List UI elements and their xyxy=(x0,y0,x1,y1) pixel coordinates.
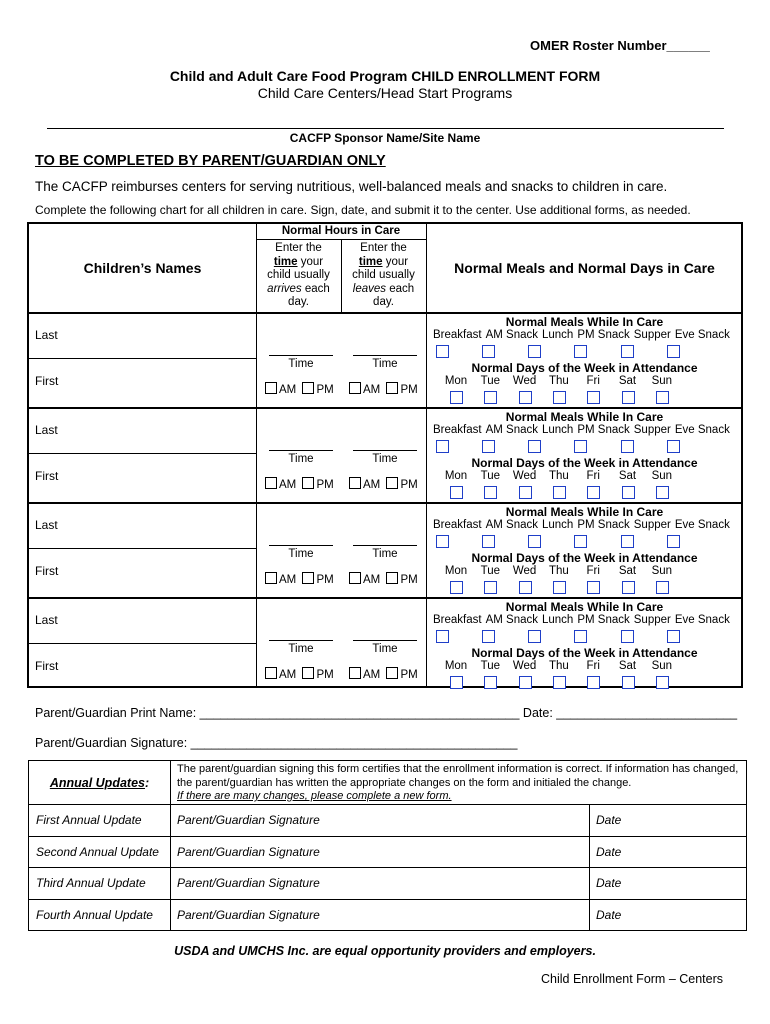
meal-checkbox-pm-snack[interactable] xyxy=(574,345,587,358)
meal-checkbox-lunch[interactable] xyxy=(528,440,541,453)
day-label-fri: Fri xyxy=(586,660,600,672)
pm-checkbox[interactable] xyxy=(302,572,314,584)
leave-ampm: AM PM xyxy=(349,572,418,586)
leave-time-line[interactable] xyxy=(353,355,417,356)
meal-checkbox-eve-snack[interactable] xyxy=(667,630,680,643)
meal-checkbox-am-snack[interactable] xyxy=(482,345,495,358)
meal-labels: Breakfast AM Snack Lunch PM Snack Supper Eve Snack xyxy=(433,614,730,626)
am-checkbox[interactable] xyxy=(265,477,277,489)
leave-time-line[interactable] xyxy=(353,450,417,451)
day-label-tue: Tue xyxy=(480,660,500,672)
meal-checkbox-breakfast[interactable] xyxy=(436,345,449,358)
day-checkbox-fri[interactable] xyxy=(587,391,600,404)
day-label-thu: Thu xyxy=(548,470,569,482)
day-checkbox-wed[interactable] xyxy=(519,676,532,689)
update-label: First Annual Update xyxy=(36,813,142,827)
pm-checkbox[interactable] xyxy=(386,382,398,394)
day-checkbox-wed[interactable] xyxy=(519,581,532,594)
arrive-ampm: AM PM xyxy=(265,382,334,396)
update-signature-field[interactable]: Parent/Guardian Signature xyxy=(177,908,320,922)
day-checkbox-sat[interactable] xyxy=(622,486,635,499)
pm-checkbox[interactable] xyxy=(302,477,314,489)
day-checkbox-sun[interactable] xyxy=(656,676,669,689)
meal-labels: Breakfast AM Snack Lunch PM Snack Supper Eve Snack xyxy=(433,424,730,436)
day-label-wed: Wed xyxy=(512,375,537,387)
meal-checkbox-pm-snack[interactable] xyxy=(574,440,587,453)
pm-checkbox[interactable] xyxy=(386,667,398,679)
pm-checkbox[interactable] xyxy=(386,572,398,584)
child-row xyxy=(29,502,743,597)
leave-time-label: Time xyxy=(372,358,398,370)
annual-update-row xyxy=(29,867,746,898)
day-label-tue: Tue xyxy=(480,565,500,577)
day-label-sun: Sun xyxy=(651,565,673,577)
day-label-mon: Mon xyxy=(444,375,468,387)
meal-checkbox-breakfast[interactable] xyxy=(436,535,449,548)
annual-updates-table xyxy=(28,760,747,931)
meal-checkbox-eve-snack[interactable] xyxy=(667,535,680,548)
day-checkbox-tue[interactable] xyxy=(484,486,497,499)
day-checkbox-tue[interactable] xyxy=(484,676,497,689)
pm-checkbox[interactable] xyxy=(386,477,398,489)
update-date-field[interactable]: Date xyxy=(596,813,622,827)
meals-days-header: Normal Meals and Normal Days in Care xyxy=(454,260,715,276)
day-label-sat: Sat xyxy=(618,660,637,672)
day-label-sun: Sun xyxy=(651,470,673,482)
am-checkbox[interactable] xyxy=(349,572,361,584)
am-checkbox[interactable] xyxy=(349,667,361,679)
day-label-thu: Thu xyxy=(548,565,569,577)
day-label-sat: Sat xyxy=(618,470,637,482)
meal-checkbox-supper[interactable] xyxy=(621,630,634,643)
day-checkbox-tue[interactable] xyxy=(484,391,497,404)
instructions: Complete the following chart for all children in care. Sign, date, and submit it to the center. Use additional forms, as needed. xyxy=(35,203,691,217)
update-label: Fourth Annual Update xyxy=(36,908,153,922)
leave-time-line[interactable] xyxy=(353,640,417,641)
day-checkbox-mon[interactable] xyxy=(450,391,463,404)
meal-checkbox-breakfast[interactable] xyxy=(436,630,449,643)
first-name-label: First xyxy=(35,374,59,388)
meal-labels: Breakfast AM Snack Lunch PM Snack Supper Eve Snack xyxy=(433,519,730,531)
annual-update-row xyxy=(29,804,746,835)
meal-checkbox-supper[interactable] xyxy=(621,440,634,453)
enrollment-table xyxy=(27,222,743,688)
update-date-field[interactable]: Date xyxy=(596,908,622,922)
day-label-mon: Mon xyxy=(444,660,468,672)
day-label-tue: Tue xyxy=(480,375,500,387)
meal-checkbox-eve-snack[interactable] xyxy=(667,440,680,453)
day-checkbox-thu[interactable] xyxy=(553,676,566,689)
child-row xyxy=(29,597,743,692)
first-name-label: First xyxy=(35,564,59,578)
updates-certification: The parent/guardian signing this form certifies that the enrollment information is correct. If information has changed, the parent/guardian has written the appropriate changes on the form and initialed the change. If there are many changes, please complete a new form. xyxy=(177,763,739,802)
signature-field[interactable]: Parent/Guardian Signature: _______________________________________________ xyxy=(35,736,518,750)
day-label-wed: Wed xyxy=(512,470,537,482)
day-label-fri: Fri xyxy=(586,565,600,577)
day-checkbox-sat[interactable] xyxy=(622,581,635,594)
arrive-time-line[interactable] xyxy=(269,355,333,356)
pm-checkbox[interactable] xyxy=(302,667,314,679)
day-checkbox-sun[interactable] xyxy=(656,391,669,404)
meal-checkbox-am-snack[interactable] xyxy=(482,535,495,548)
arrive-time-label: Time xyxy=(288,643,314,655)
meals-title: Normal Meals While In Care xyxy=(505,600,664,614)
last-name-label: Last xyxy=(35,328,58,342)
days-title: Normal Days of the Week in Attendance xyxy=(471,551,698,565)
day-checkbox-fri[interactable] xyxy=(587,581,600,594)
leave-ampm: AM PM xyxy=(349,477,418,491)
child-row xyxy=(29,312,743,407)
day-label-wed: Wed xyxy=(512,660,537,672)
day-label-fri: Fri xyxy=(586,375,600,387)
meals-title: Normal Meals While In Care xyxy=(505,505,664,519)
print-name-field[interactable]: Parent/Guardian Print Name: ______________________________________________ Date: __________________________ xyxy=(35,706,738,720)
update-date-field[interactable]: Date xyxy=(596,876,622,890)
meal-checkbox-eve-snack[interactable] xyxy=(667,345,680,358)
day-checkbox-fri[interactable] xyxy=(587,676,600,689)
am-checkbox[interactable] xyxy=(265,572,277,584)
leave-time-label: Time xyxy=(372,548,398,560)
am-checkbox[interactable] xyxy=(265,382,277,394)
arrive-time-label: Time xyxy=(288,358,314,370)
childrens-names-header: Children’s Names xyxy=(83,260,202,276)
day-checkbox-mon[interactable] xyxy=(450,676,463,689)
meal-checkbox-pm-snack[interactable] xyxy=(574,630,587,643)
last-name-line[interactable] xyxy=(29,643,256,644)
arrive-ampm: AM PM xyxy=(265,477,334,491)
update-signature-field[interactable]: Parent/Guardian Signature xyxy=(177,813,320,827)
meals-title: Normal Meals While In Care xyxy=(505,315,664,329)
hours-header: Normal Hours in Care xyxy=(281,225,401,237)
days-title: Normal Days of the Week in Attendance xyxy=(471,361,698,375)
annual-updates-label: Annual Updates: xyxy=(49,776,150,790)
last-name-label: Last xyxy=(35,423,58,437)
day-label-sat: Sat xyxy=(618,375,637,387)
meals-title: Normal Meals While In Care xyxy=(505,410,664,424)
days-title: Normal Days of the Week in Attendance xyxy=(471,646,698,660)
day-checkbox-fri[interactable] xyxy=(587,486,600,499)
day-label-sun: Sun xyxy=(651,375,673,387)
day-label-thu: Thu xyxy=(548,660,569,672)
day-checkbox-sun[interactable] xyxy=(656,486,669,499)
update-signature-field[interactable]: Parent/Guardian Signature xyxy=(177,845,320,859)
day-label-mon: Mon xyxy=(444,470,468,482)
form-title: Child and Adult Care Food Program CHILD ENROLLMENT FORM xyxy=(169,68,601,84)
last-name-line[interactable] xyxy=(29,548,256,549)
update-label: Third Annual Update xyxy=(36,876,146,890)
meal-labels: Breakfast AM Snack Lunch PM Snack Supper Eve Snack xyxy=(433,329,730,341)
meal-checkbox-am-snack[interactable] xyxy=(482,630,495,643)
day-checkbox-wed[interactable] xyxy=(519,391,532,404)
day-label-sat: Sat xyxy=(618,565,637,577)
am-checkbox[interactable] xyxy=(265,667,277,679)
meal-checkbox-am-snack[interactable] xyxy=(482,440,495,453)
form-subtitle: Child Care Centers/Head Start Programs xyxy=(257,85,513,101)
meal-checkbox-supper[interactable] xyxy=(621,345,634,358)
day-checkbox-mon[interactable] xyxy=(450,486,463,499)
section-heading: TO BE COMPLETED BY PARENT/GUARDIAN ONLY xyxy=(35,153,386,169)
sponsor-label: CACFP Sponsor Name/Site Name xyxy=(289,131,481,145)
last-name-line[interactable] xyxy=(29,453,256,454)
equal-opportunity-statement: USDA and UMCHS Inc. are equal opportunity providers and employers. xyxy=(174,944,596,958)
meal-checkbox-pm-snack[interactable] xyxy=(574,535,587,548)
last-name-label: Last xyxy=(35,518,58,532)
arrive-instructions: Enter the time your child usually arrives each day. xyxy=(267,242,330,308)
intro-paragraph: The CACFP reimburses centers for serving nutritious, well-balanced meals and snacks to children in care. xyxy=(35,179,668,194)
annual-update-row xyxy=(29,899,746,930)
form-footer-name: Child Enrollment Form – Centers xyxy=(541,972,724,986)
first-name-label: First xyxy=(35,469,59,483)
leave-time-label: Time xyxy=(372,453,398,465)
update-date-field[interactable]: Date xyxy=(596,845,622,859)
arrive-time-line[interactable] xyxy=(269,450,333,451)
pm-checkbox[interactable] xyxy=(302,382,314,394)
day-checkbox-wed[interactable] xyxy=(519,486,532,499)
day-checkbox-thu[interactable] xyxy=(553,486,566,499)
meal-checkbox-breakfast[interactable] xyxy=(436,440,449,453)
day-label-mon: Mon xyxy=(444,565,468,577)
day-label-wed: Wed xyxy=(512,565,537,577)
update-signature-field[interactable]: Parent/Guardian Signature xyxy=(177,876,320,890)
first-name-label: First xyxy=(35,659,59,673)
arrive-time-line[interactable] xyxy=(269,545,333,546)
day-label-tue: Tue xyxy=(480,470,500,482)
am-checkbox[interactable] xyxy=(349,477,361,489)
leave-ampm: AM PM xyxy=(349,382,418,396)
last-name-line[interactable] xyxy=(29,358,256,359)
day-checkbox-tue[interactable] xyxy=(484,581,497,594)
day-checkbox-sun[interactable] xyxy=(656,581,669,594)
day-checkbox-mon[interactable] xyxy=(450,581,463,594)
day-checkbox-sat[interactable] xyxy=(622,391,635,404)
arrive-time-label: Time xyxy=(288,548,314,560)
day-checkbox-thu[interactable] xyxy=(553,391,566,404)
day-checkbox-thu[interactable] xyxy=(553,581,566,594)
arrive-ampm: AM PM xyxy=(265,572,334,586)
days-title: Normal Days of the Week in Attendance xyxy=(471,456,698,470)
day-checkbox-sat[interactable] xyxy=(622,676,635,689)
am-checkbox[interactable] xyxy=(349,382,361,394)
roster-number-label: OMER Roster Number______ xyxy=(530,38,710,53)
day-label-sun: Sun xyxy=(651,660,673,672)
leave-time-line[interactable] xyxy=(353,545,417,546)
meal-checkbox-lunch[interactable] xyxy=(528,345,541,358)
arrive-time-line[interactable] xyxy=(269,640,333,641)
annual-update-row xyxy=(29,836,746,867)
leave-instructions: Enter the time your child usually leaves each day. xyxy=(352,242,415,308)
leave-ampm: AM PM xyxy=(349,667,418,681)
last-name-label: Last xyxy=(35,613,58,627)
update-label: Second Annual Update xyxy=(36,845,159,859)
arrive-ampm: AM PM xyxy=(265,667,334,681)
arrive-time-label: Time xyxy=(288,453,314,465)
child-row xyxy=(29,407,743,502)
meal-checkbox-lunch[interactable] xyxy=(528,535,541,548)
day-label-thu: Thu xyxy=(548,375,569,387)
day-label-fri: Fri xyxy=(586,470,600,482)
sponsor-line[interactable] xyxy=(47,128,724,129)
meal-checkbox-lunch[interactable] xyxy=(528,630,541,643)
leave-time-label: Time xyxy=(372,643,398,655)
meal-checkbox-supper[interactable] xyxy=(621,535,634,548)
